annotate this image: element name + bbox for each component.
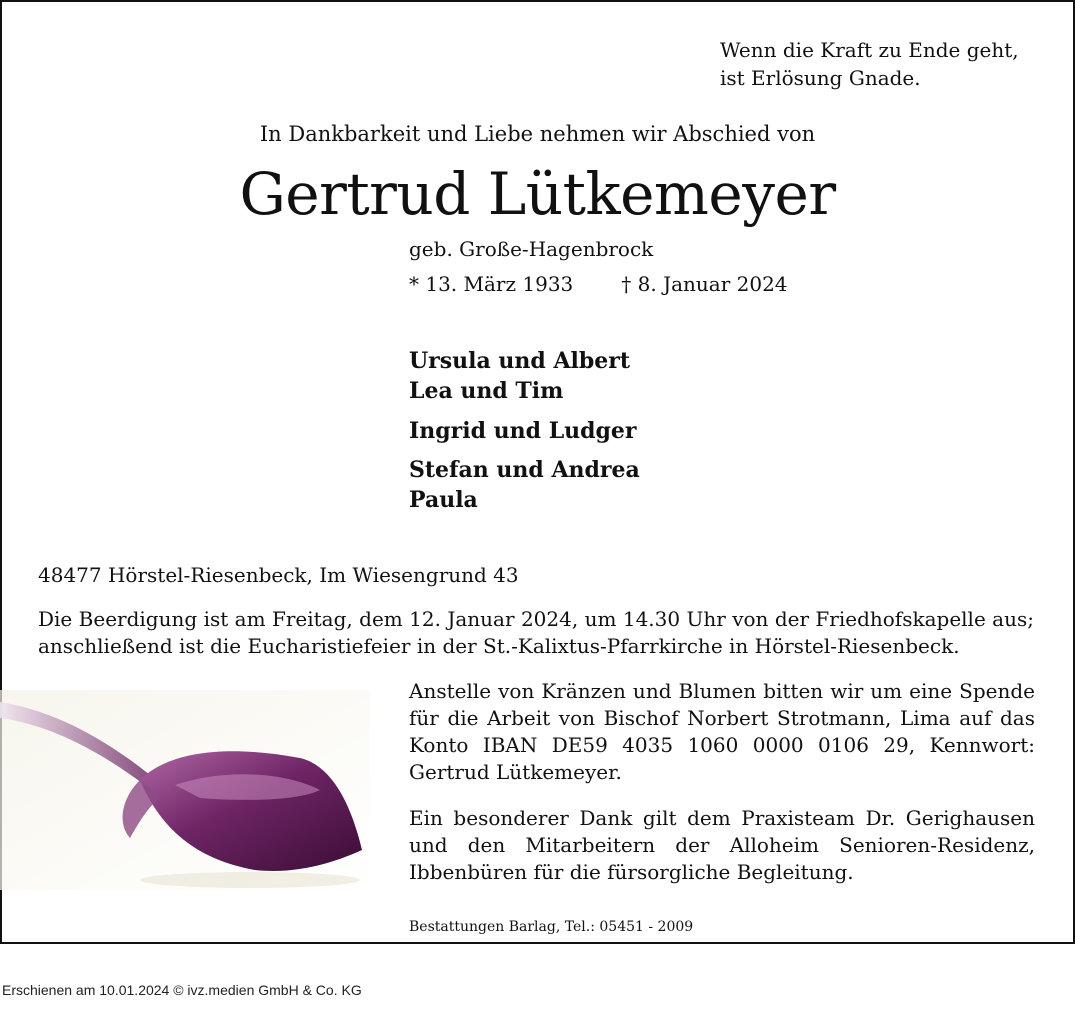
family-line: Lea und Tim — [409, 378, 564, 404]
undertaker-contact: Bestattungen Barlag, Tel.: 05451 - 2009 — [409, 919, 694, 935]
address: 48477 Hörstel-Riesenbeck, Im Wiesengrund 43 — [38, 563, 519, 587]
publication-footer: Erschienen am 10.01.2024 © ivz.medien GmbH & Co. KG — [2, 982, 362, 998]
birth-date: * 13. März 1933 — [409, 272, 574, 296]
motto-line: ist Erlösung Gnade. — [720, 66, 921, 90]
maiden-name: geb. Große-Hagenbrock — [409, 237, 654, 261]
family-line: Paula — [409, 487, 478, 513]
family-line: Ursula und Albert — [409, 348, 631, 374]
death-date: † 8. Januar 2024 — [621, 272, 788, 296]
deceased-name: Gertrud Lütkemeyer — [239, 160, 836, 228]
family-group — [409, 416, 637, 446]
life-dates — [409, 272, 788, 296]
family-line: Ingrid und Ludger — [409, 418, 637, 444]
family-group — [409, 455, 640, 515]
intro-text: In Dankbarkeit und Liebe nehmen wir Abschied von — [259, 122, 816, 146]
family-line: Stefan und Andrea — [409, 457, 640, 483]
calla-lily-image — [0, 690, 370, 890]
motto-line: Wenn die Kraft zu Ende geht, — [720, 38, 1019, 62]
donation-request: Anstelle von Kränzen und Blumen bitten wir um eine Spende für die Arbeit von Bischof Norbert Strotmann, Lima auf das Konto IBAN DE59 4035 1060 0000 0106 29, Kennwort: Gertrud Lütkemeyer. — [409, 679, 1035, 784]
burial-info: Die Beerdigung ist am Freitag, dem 12. Januar 2024, um 14.30 Uhr von der Friedhofskapelle aus; anschließend ist die Eucharistiefeier in der St.-Kalixtus-Pfarrkirche in Hörstel-Riesenbeck. — [38, 607, 1034, 658]
thanks-note: Ein besonderer Dank gilt dem Praxisteam Dr. Gerighausen und den Mitarbeitern der Alloheim Senioren-Residenz, Ibbenbüren für die fürsorgliche Begleitung. — [409, 806, 1035, 884]
family-group — [409, 346, 630, 406]
motto — [720, 36, 1019, 92]
